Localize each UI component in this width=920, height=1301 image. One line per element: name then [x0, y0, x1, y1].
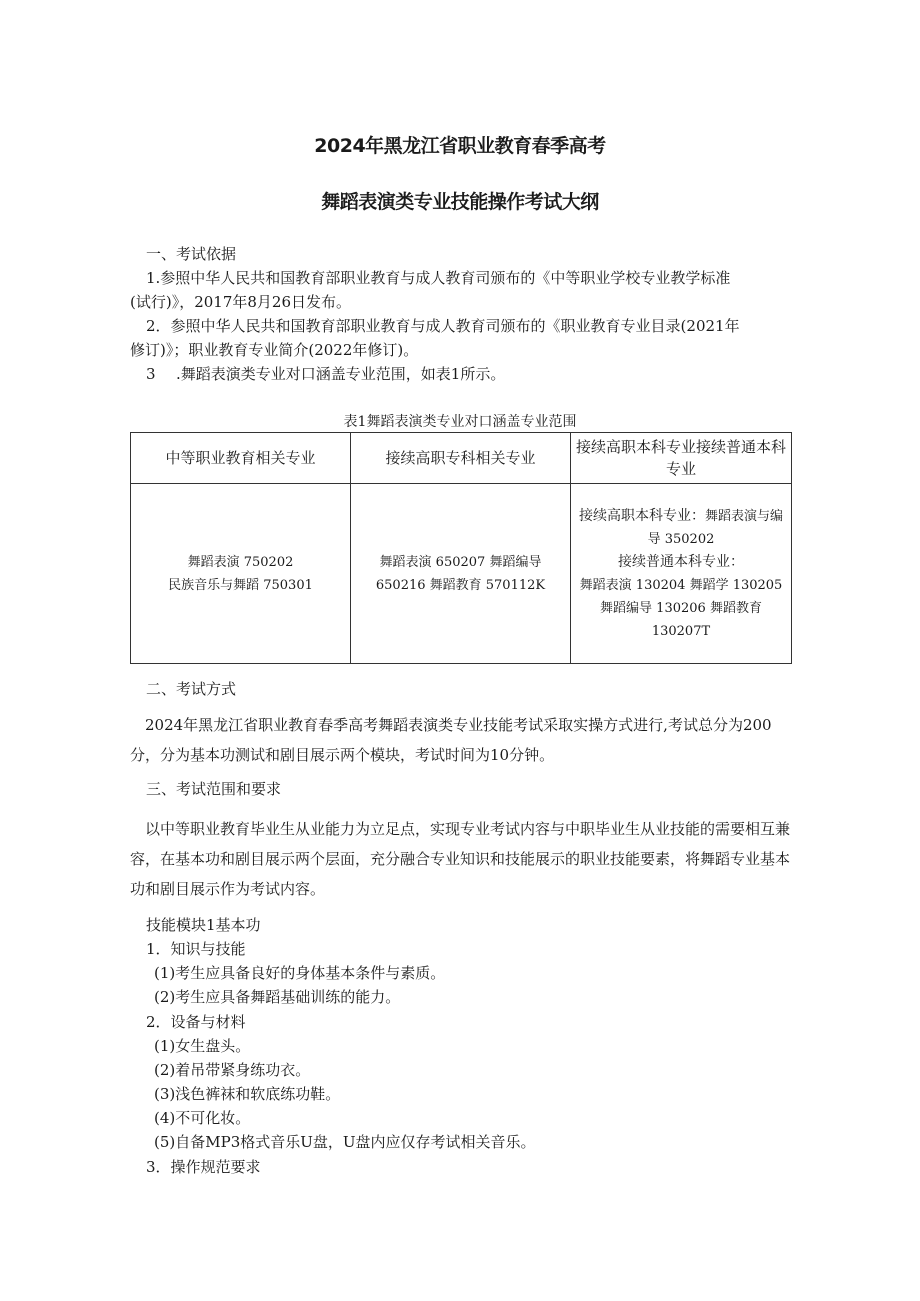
list-item: (1)女生盘头。 [154, 1037, 251, 1055]
module1-heading: 技能模块1基本功 [146, 916, 261, 934]
section3-heading: 三、考试范围和要求 [146, 780, 282, 798]
cell-line: 舞蹈表演 130204 舞蹈学 130205 [579, 577, 783, 593]
operation-title: 3．操作规范要求 [146, 1158, 261, 1176]
table-header-undergraduate: 接续高职本科专业接续普通本科专业 [571, 433, 792, 484]
cell-para [575, 505, 787, 551]
table-header-higher-vocational: 接续高职专科相关专业 [351, 433, 571, 484]
table-header-row [131, 433, 792, 484]
list-item: (2)考生应具备舞蹈基础训练的能力。 [154, 988, 401, 1006]
cell-line: 舞蹈编导 130206 舞蹈教育 [600, 600, 762, 616]
document-subtitle: 舞蹈表演类专业技能操作考试大纲 [321, 191, 599, 213]
list-item: (4)不可化妆。 [154, 1109, 251, 1127]
section1-item3-number: 3 [146, 365, 156, 383]
cell-line: 舞蹈表演 750202 [187, 554, 294, 570]
knowledge-title: 1．知识与技能 [146, 940, 246, 958]
section1-heading: 一、考试依据 [146, 245, 237, 263]
list-item: (3)浅色裤袜和软底练功鞋。 [154, 1085, 341, 1103]
table-cell-secondary [131, 484, 351, 664]
table-row [131, 484, 792, 664]
section2-body: 2024年黑龙江省职业教育春季高考舞蹈表演类专业技能考试采取实操方式进行,考试总分为200分，分为基本功测试和剧目展示两个模块，考试时间为10分钟。 [130, 716, 772, 764]
section3-body: 以中等职业教育毕业生从业能力为立足点，实现专业考试内容与中职毕业生从业技能的需要相互兼容，在基本功和剧目展示两个层面，充分融合专业知识和技能展示的职业技能要素，将舞蹈专业基本功和剧目展示作为考试内容。 [130, 820, 791, 898]
table-cell-higher-vocational [351, 484, 571, 664]
section1-item1-line1: 1.参照中华人民共和国教育部职业教育与成人教育司颁布的《中等职业学校专业教学标准 [146, 269, 731, 287]
cell-text: 舞蹈表演与编导 350202 [647, 508, 783, 547]
equipment-title: 2．设备与材料 [146, 1013, 246, 1031]
document-title: 2024年黑龙江省职业教育春季高考 [314, 135, 606, 157]
table-caption: 表1舞蹈表演类专业对口涵盖专业范围 [343, 414, 577, 430]
cell-label: 接续高职本科专业： [578, 507, 705, 524]
section2-heading: 二、考试方式 [146, 680, 237, 698]
table-header-secondary: 中等职业教育相关专业 [131, 433, 351, 484]
section1-item3-text: .舞蹈表演类专业对口涵盖专业范围，如表1所示。 [176, 365, 506, 383]
cell-label: 接续普通本科专业： [618, 553, 744, 570]
section1-item1-line2: (试行)》，2017年8月26日发布。 [130, 293, 352, 311]
cell-line: 650216 舞蹈教育 570112K [375, 577, 546, 593]
section1-item2-line1: 2．参照中华人民共和国教育部职业教育与成人教育司颁布的《职业教育专业目录(2021年 [146, 317, 740, 335]
cell-line: 130207T [651, 623, 711, 639]
list-item: (2)着吊带紧身练功衣。 [154, 1061, 311, 1079]
cell-line: 民族音乐与舞蹈 750301 [168, 577, 313, 593]
cell-line: 舞蹈表演 650207 舞蹈编导 [379, 554, 542, 570]
section1-item2-line2: 修订)》；职业教育专业简介(2022年修订)。 [130, 341, 419, 359]
list-item: (1)考生应具备良好的身体基本条件与素质。 [154, 964, 446, 982]
list-item: (5)自备MP3格式音乐U盘，U盘内应仅存考试相关音乐。 [154, 1133, 536, 1151]
majors-table [130, 432, 792, 664]
table-cell-undergraduate [571, 484, 792, 664]
